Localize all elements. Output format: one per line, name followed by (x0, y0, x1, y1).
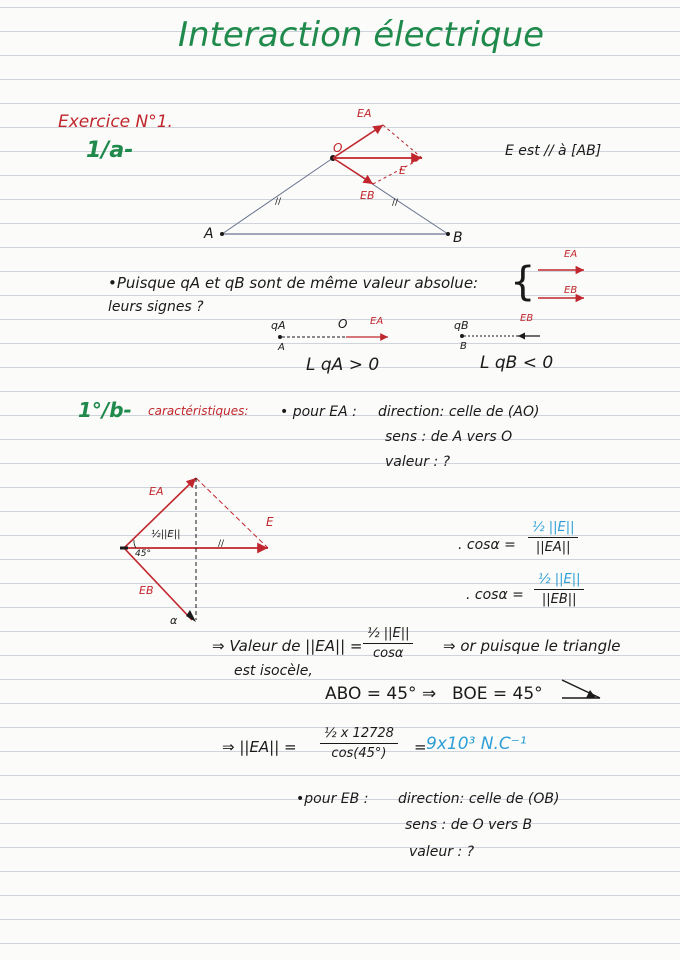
charges-eb: EB (520, 313, 534, 324)
valeur-after: ⇒ or puisque le triangle (443, 637, 621, 655)
reason-line-2: leurs signes ? (108, 299, 204, 315)
cos2-num: ½ ||E|| (534, 572, 584, 590)
exercise-heading: Exercice N°1. (58, 112, 173, 132)
point-a-label: A (204, 226, 214, 242)
result-num: ½ x 12728 (320, 726, 398, 744)
cos1-lhs: . cosα = (458, 537, 516, 553)
valeur-fraction (363, 626, 413, 661)
ea-direction: direction: celle de (AO) (378, 404, 540, 420)
eb-label: EB (360, 189, 375, 202)
svg-text://: // (218, 539, 225, 549)
page-title: Interaction électrique (178, 15, 545, 55)
fig2-alpha: α (170, 614, 178, 627)
valeur-line: ⇒ Valeur de ||EA|| = (212, 637, 363, 655)
part-b-label: 1°/b- (78, 398, 132, 422)
cos2-fraction (534, 572, 584, 607)
result-lhs: ⇒ ||EA|| = (222, 738, 297, 756)
cos1-fraction (528, 520, 578, 555)
fig2-e: E (266, 515, 274, 529)
ea-sens: sens : de A vers O (385, 429, 513, 445)
result-fraction (320, 726, 398, 761)
qb-field-arrow (458, 329, 548, 343)
angle-boe: BOE = 45° (452, 684, 543, 704)
result-den: cos(45°) (331, 746, 387, 761)
eb-direction: direction: celle de (OB) (398, 791, 560, 807)
ea-valeur: valeur : ? (385, 454, 451, 470)
fig2-ea-top: EA (149, 485, 164, 498)
cos2-den: ||EB|| (541, 592, 577, 607)
for-ea-label: • pour EA : (280, 404, 357, 420)
cos2-lhs: . cosα = (466, 587, 524, 603)
parallel-note: E est // à [AB] (505, 143, 602, 159)
qa-field-arrow (276, 330, 396, 344)
fig2-angle: 45° (135, 549, 151, 559)
e-label: E (399, 164, 406, 177)
reason-eb: EB (564, 285, 578, 296)
reason-line-1: •Puisque qA et qB sont de même valeur absolue: (108, 274, 479, 292)
fig2-ea-bottom: EB (139, 584, 154, 597)
b-point-label: B (460, 341, 467, 352)
cos1-num: ½ ||E|| (528, 520, 578, 538)
charges-ea: EA (370, 316, 384, 327)
part-a-label: 1/a- (86, 138, 134, 163)
characteristics-heading: caractéristiques: (148, 404, 249, 418)
svg-text://: // (392, 198, 399, 208)
point-b-label: B (453, 230, 463, 246)
qb-sign: L qB < 0 (480, 353, 554, 373)
valeur-num: ½ ||E|| (363, 626, 413, 644)
ea-label: EA (357, 107, 372, 120)
o-point-label: O (338, 317, 348, 331)
svg-text://: // (275, 197, 282, 207)
angle-sketch (560, 676, 604, 702)
for-eb-label: •pour EB : (296, 791, 369, 807)
fig2-half-e: ½||E|| (151, 529, 181, 540)
reason-ea: EA (564, 249, 578, 260)
valeur-line-2: est isocèle, (234, 663, 313, 679)
valeur-den: cosα (373, 646, 404, 661)
angles-arrow: ⇒ (422, 684, 437, 704)
result-eq: = (414, 738, 427, 756)
qa-sign: L qA > 0 (306, 355, 380, 375)
a-point-label: A (278, 342, 285, 353)
eb-sens: sens : de O vers B (405, 817, 533, 833)
angle-abo: ABO = 45° (325, 684, 417, 704)
qb-label: qB (454, 319, 469, 332)
brace: { (510, 259, 536, 305)
eb-valeur: valeur : ? (409, 844, 475, 860)
qa-label: qA (271, 319, 286, 332)
result-value: 9x10³ N.C⁻¹ (426, 734, 527, 754)
point-o-label: O (333, 141, 343, 155)
cos1-den: ||EA|| (535, 540, 571, 555)
